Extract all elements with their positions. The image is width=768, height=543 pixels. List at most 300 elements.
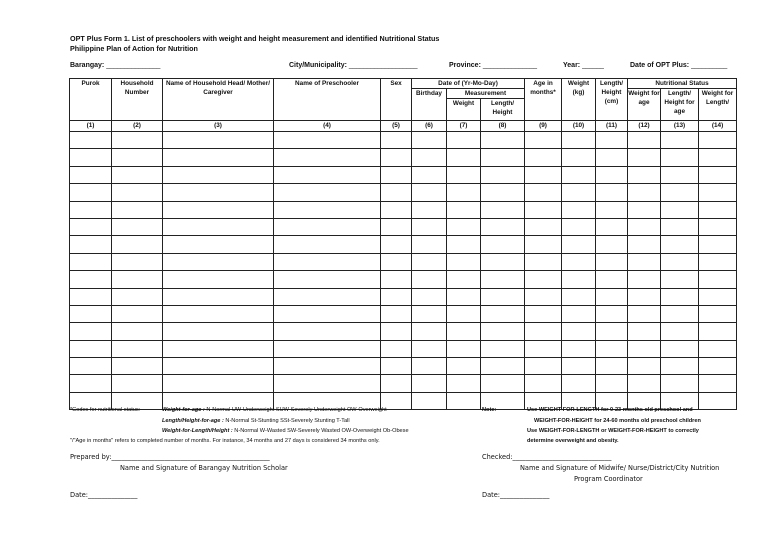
header-ns-lfa: Length/ Height for age — [661, 89, 699, 121]
column-number: (6) — [412, 121, 447, 132]
table-cell[interactable] — [481, 201, 525, 218]
table-cell[interactable] — [628, 218, 661, 235]
table-cell[interactable] — [112, 340, 163, 357]
table-cell[interactable] — [163, 305, 274, 322]
table-cell[interactable] — [112, 305, 163, 322]
header-nutritional-status: Nutritional Status — [628, 79, 737, 89]
table-cell[interactable] — [381, 184, 412, 201]
lfa-text: N-Normal St-Stunting SSt-Severely Stunting T-Tall — [223, 418, 350, 424]
table-cell[interactable] — [274, 305, 381, 322]
table-cell[interactable] — [628, 375, 661, 392]
table-cell[interactable] — [628, 358, 661, 375]
table-cell[interactable] — [661, 271, 699, 288]
table-cell[interactable] — [525, 323, 562, 340]
table-cell[interactable] — [274, 236, 381, 253]
table-cell[interactable] — [163, 271, 274, 288]
table-cell[interactable] — [412, 392, 447, 409]
checked-date-line[interactable]: _______________ — [499, 491, 550, 499]
table-cell[interactable] — [112, 271, 163, 288]
table-cell[interactable] — [70, 166, 112, 183]
barangay-line[interactable]: _______________ — [106, 62, 161, 69]
table-cell[interactable] — [447, 236, 481, 253]
table-cell[interactable] — [447, 305, 481, 322]
table-cell[interactable] — [112, 358, 163, 375]
table-row — [70, 323, 737, 340]
table-cell[interactable] — [274, 288, 381, 305]
table-cell[interactable] — [699, 149, 737, 166]
prepared-date-line[interactable]: _______________ — [87, 491, 138, 499]
column-number: (7) — [447, 121, 481, 132]
table-cell[interactable] — [381, 253, 412, 270]
header-age-months: Age in months* — [525, 79, 562, 121]
table-cell[interactable] — [628, 288, 661, 305]
table-cell[interactable] — [661, 253, 699, 270]
checked-caption-2: Program Coordinator — [574, 475, 643, 483]
column-number: (14) — [699, 121, 737, 132]
column-number: (11) — [596, 121, 628, 132]
prepared-caption: Name and Signature of Barangay Nutrition Scholar — [120, 464, 288, 472]
column-number: (9) — [525, 121, 562, 132]
table-cell[interactable] — [699, 236, 737, 253]
table-cell[interactable] — [112, 323, 163, 340]
table-cell[interactable] — [163, 288, 274, 305]
table-cell[interactable] — [562, 149, 596, 166]
table-cell[interactable] — [381, 358, 412, 375]
header-date-group: Date of (Yr-Mo-Day) — [412, 79, 525, 89]
table-cell[interactable] — [447, 253, 481, 270]
table-cell[interactable] — [70, 340, 112, 357]
table-cell[interactable] — [481, 375, 525, 392]
table-cell[interactable] — [274, 184, 381, 201]
table-cell[interactable] — [163, 236, 274, 253]
header-weight-kg: Weight (kg) — [562, 79, 596, 121]
header-ns-wfl: Weight for Length/ — [699, 89, 737, 121]
note-line-1: Use WEIGHT-FOR-LENGTH for 0-23 months old preschool and — [527, 407, 693, 413]
prepared-by-line[interactable]: ________________________________________________ — [111, 453, 270, 461]
table-cell[interactable] — [481, 149, 525, 166]
lfa-codes — [162, 418, 350, 424]
column-number: (13) — [661, 121, 699, 132]
table-cell[interactable] — [562, 236, 596, 253]
city-label: City/Municipality: — [289, 62, 347, 69]
table-cell[interactable] — [525, 149, 562, 166]
table-cell[interactable] — [628, 271, 661, 288]
table-cell[interactable] — [70, 201, 112, 218]
table-cell[interactable] — [447, 201, 481, 218]
wfa-label: Weight-for-age : — [162, 407, 205, 413]
table-cell[interactable] — [447, 288, 481, 305]
age-note: "/"Age in months" refers to completed number of months. For instance, 34 months and 27 days is considered 34 months only. — [70, 438, 380, 444]
table-cell[interactable] — [381, 218, 412, 235]
table-cell[interactable] — [447, 271, 481, 288]
table-cell[interactable] — [381, 149, 412, 166]
table-cell[interactable] — [163, 149, 274, 166]
checked-caption: Name and Signature of Midwife/ Nurse/District/City Nutrition — [520, 464, 720, 472]
table-cell[interactable] — [525, 340, 562, 357]
table-cell[interactable] — [70, 218, 112, 235]
table-cell[interactable] — [481, 358, 525, 375]
table-cell[interactable] — [481, 305, 525, 322]
table-cell[interactable] — [481, 166, 525, 183]
table-cell[interactable] — [525, 184, 562, 201]
table-cell[interactable] — [699, 288, 737, 305]
table-cell[interactable] — [447, 218, 481, 235]
table-cell[interactable] — [699, 166, 737, 183]
note-line-3: Use WEIGHT-FOR-LENGTH or WEIGHT-FOR-HEIGHT to correctly — [527, 428, 699, 434]
table-cell[interactable] — [412, 288, 447, 305]
codes-label: *Codes for nutritional status: — [70, 407, 141, 413]
note-label: Note: — [482, 407, 497, 413]
header-ns-wfa: Weight for age — [628, 89, 661, 121]
date-opt-field — [630, 62, 727, 69]
table-cell[interactable] — [699, 218, 737, 235]
table-cell[interactable] — [699, 253, 737, 270]
note-line-2: WEIGHT-FOR-HEIGHT for 24-60 months old preschool children — [534, 418, 701, 424]
table-cell[interactable] — [699, 305, 737, 322]
column-number: (1) — [70, 121, 112, 132]
table-cell[interactable] — [70, 358, 112, 375]
table-cell[interactable] — [699, 132, 737, 149]
table-cell[interactable] — [525, 201, 562, 218]
table-cell[interactable] — [412, 201, 447, 218]
wfl-codes — [162, 428, 409, 434]
table-cell[interactable] — [525, 358, 562, 375]
table-cell[interactable] — [447, 340, 481, 357]
table-row — [70, 184, 737, 201]
table-cell[interactable] — [596, 323, 628, 340]
table-cell[interactable] — [596, 340, 628, 357]
table-cell[interactable] — [699, 392, 737, 409]
form-title: OPT Plus Form 1. List of preschoolers with weight and height measurement and identified Nutritional Status — [70, 34, 440, 43]
table-cell[interactable] — [628, 132, 661, 149]
wfa-text: N-Normal UW-Underweight SUW-Severely Underweight OW-Overweight — [204, 407, 387, 413]
table-cell[interactable] — [381, 288, 412, 305]
table-cell[interactable] — [562, 305, 596, 322]
table-cell[interactable] — [628, 236, 661, 253]
header-preschooler: Name of Preschooler — [274, 79, 381, 121]
table-cell[interactable] — [447, 375, 481, 392]
table-cell[interactable] — [562, 323, 596, 340]
table-cell[interactable] — [699, 271, 737, 288]
table-cell[interactable] — [562, 218, 596, 235]
column-number-row — [70, 121, 737, 132]
table-cell[interactable] — [525, 253, 562, 270]
checked-date — [482, 491, 549, 499]
table-cell[interactable] — [274, 253, 381, 270]
table-row — [70, 149, 737, 166]
table-cell[interactable] — [412, 358, 447, 375]
table-cell[interactable] — [661, 305, 699, 322]
table-cell[interactable] — [412, 253, 447, 270]
header-length-cm: Length/ Height (cm) — [596, 79, 628, 121]
checked-by — [482, 453, 611, 461]
table-cell[interactable] — [661, 288, 699, 305]
city-field — [289, 62, 417, 69]
table-cell[interactable] — [163, 323, 274, 340]
table-cell[interactable] — [112, 375, 163, 392]
table-cell[interactable] — [525, 271, 562, 288]
table-cell[interactable] — [699, 184, 737, 201]
table-cell[interactable] — [412, 340, 447, 357]
table-cell[interactable] — [628, 184, 661, 201]
table-cell[interactable] — [163, 132, 274, 149]
table-cell[interactable] — [661, 132, 699, 149]
table-cell[interactable] — [661, 184, 699, 201]
table-cell[interactable] — [596, 218, 628, 235]
table-cell[interactable] — [699, 375, 737, 392]
table-cell[interactable] — [596, 201, 628, 218]
table-cell[interactable] — [412, 271, 447, 288]
table-cell[interactable] — [481, 253, 525, 270]
table-cell[interactable] — [381, 166, 412, 183]
column-number: (3) — [163, 121, 274, 132]
table-cell[interactable] — [412, 166, 447, 183]
table-cell[interactable] — [596, 132, 628, 149]
header-m-length: Length/ Height — [481, 99, 525, 121]
table-cell[interactable] — [596, 253, 628, 270]
table-cell[interactable] — [112, 288, 163, 305]
table-cell[interactable] — [661, 201, 699, 218]
table-cell[interactable] — [381, 340, 412, 357]
table-cell[interactable] — [381, 271, 412, 288]
year-line[interactable]: ______ — [582, 62, 604, 69]
note-line-4: determine overweight and obesity. — [527, 438, 619, 444]
table-cell[interactable] — [481, 323, 525, 340]
table-cell[interactable] — [447, 392, 481, 409]
table-cell[interactable] — [699, 323, 737, 340]
table-cell[interactable] — [562, 271, 596, 288]
table-cell[interactable] — [562, 132, 596, 149]
table-cell[interactable] — [562, 340, 596, 357]
table-row — [70, 236, 737, 253]
prepared-date-label: Date: — [70, 491, 88, 499]
barangay-field — [70, 62, 160, 69]
table-cell[interactable] — [596, 166, 628, 183]
table-cell[interactable] — [412, 184, 447, 201]
table-cell[interactable] — [661, 218, 699, 235]
table-cell[interactable] — [163, 166, 274, 183]
table-cell[interactable] — [447, 149, 481, 166]
table-cell[interactable] — [699, 201, 737, 218]
column-number: (5) — [381, 121, 412, 132]
table-cell[interactable] — [596, 271, 628, 288]
table-row — [70, 358, 737, 375]
table-cell[interactable] — [699, 340, 737, 357]
table-cell[interactable] — [481, 288, 525, 305]
table-cell[interactable] — [661, 358, 699, 375]
column-number: (4) — [274, 121, 381, 132]
table-row — [70, 218, 737, 235]
table-cell[interactable] — [596, 184, 628, 201]
table-cell[interactable] — [112, 184, 163, 201]
table-cell[interactable] — [628, 323, 661, 340]
table-cell[interactable] — [274, 271, 381, 288]
table-cell[interactable] — [562, 358, 596, 375]
table-cell[interactable] — [70, 305, 112, 322]
table-cell[interactable] — [525, 218, 562, 235]
table-cell[interactable] — [596, 375, 628, 392]
table-cell[interactable] — [163, 253, 274, 270]
table-cell[interactable] — [661, 166, 699, 183]
table-cell[interactable] — [70, 149, 112, 166]
table-cell[interactable] — [562, 375, 596, 392]
table-row — [70, 132, 737, 149]
table-cell[interactable] — [412, 305, 447, 322]
year-label: Year: — [563, 62, 581, 69]
data-rows — [70, 132, 737, 410]
table-cell[interactable] — [481, 132, 525, 149]
table-cell[interactable] — [481, 236, 525, 253]
table-cell[interactable] — [381, 375, 412, 392]
checked-line[interactable]: ______________________________ — [512, 453, 612, 461]
table-cell[interactable] — [447, 184, 481, 201]
table-cell[interactable] — [562, 166, 596, 183]
table-cell[interactable] — [163, 201, 274, 218]
table-cell[interactable] — [628, 149, 661, 166]
table-cell[interactable] — [628, 201, 661, 218]
checked-date-label: Date: — [482, 491, 500, 499]
table-cell[interactable] — [661, 149, 699, 166]
table-cell[interactable] — [70, 132, 112, 149]
date-opt-label: Date of OPT Plus: — [630, 62, 690, 69]
table-cell[interactable] — [525, 305, 562, 322]
table-cell[interactable] — [274, 218, 381, 235]
preschooler-table — [69, 78, 737, 410]
form-subtitle: Philippine Plan of Action for Nutrition — [70, 44, 198, 53]
table-cell[interactable] — [596, 358, 628, 375]
table-cell[interactable] — [163, 218, 274, 235]
table-cell[interactable] — [70, 184, 112, 201]
table-cell[interactable] — [274, 358, 381, 375]
table-cell[interactable] — [412, 375, 447, 392]
table-cell[interactable] — [628, 305, 661, 322]
table-cell[interactable] — [447, 323, 481, 340]
table-cell[interactable] — [596, 149, 628, 166]
header-m-weight: Weight — [447, 99, 481, 121]
table-cell[interactable] — [412, 149, 447, 166]
table-cell[interactable] — [699, 358, 737, 375]
table-cell[interactable] — [112, 132, 163, 149]
table-cell[interactable] — [481, 340, 525, 357]
table-cell[interactable] — [381, 236, 412, 253]
table-cell[interactable] — [70, 271, 112, 288]
table-cell[interactable] — [596, 288, 628, 305]
table-cell[interactable] — [274, 340, 381, 357]
table-row — [70, 375, 737, 392]
table-cell[interactable] — [163, 184, 274, 201]
table-cell[interactable] — [562, 184, 596, 201]
year-field — [563, 62, 604, 69]
table-row — [70, 201, 737, 218]
province-label: Province: — [449, 62, 481, 69]
table-row — [70, 253, 737, 270]
checked-label: Checked: — [482, 453, 513, 461]
table-cell[interactable] — [481, 218, 525, 235]
table-cell[interactable] — [447, 358, 481, 375]
table-cell[interactable] — [163, 358, 274, 375]
city-line[interactable]: ___________________ — [348, 62, 418, 69]
table-cell[interactable] — [596, 305, 628, 322]
table-cell[interactable] — [381, 201, 412, 218]
table-row — [70, 288, 737, 305]
table-cell[interactable] — [112, 201, 163, 218]
table-row — [70, 271, 737, 288]
table-cell[interactable] — [661, 340, 699, 357]
table-cell[interactable] — [112, 218, 163, 235]
table-cell[interactable] — [628, 340, 661, 357]
table-cell[interactable] — [70, 323, 112, 340]
table-cell[interactable] — [70, 375, 112, 392]
table-cell[interactable] — [562, 288, 596, 305]
table-cell[interactable] — [70, 253, 112, 270]
table-cell[interactable] — [274, 166, 381, 183]
table-row — [70, 166, 737, 183]
table-cell[interactable] — [412, 236, 447, 253]
column-number: (12) — [628, 121, 661, 132]
table-cell[interactable] — [112, 149, 163, 166]
table-cell[interactable] — [525, 288, 562, 305]
table-cell[interactable] — [661, 236, 699, 253]
column-number: (2) — [112, 121, 163, 132]
table-cell[interactable] — [525, 166, 562, 183]
table-cell[interactable] — [481, 184, 525, 201]
header-purok: Purok — [70, 79, 112, 121]
table-cell[interactable] — [525, 132, 562, 149]
prepared-date — [70, 491, 137, 499]
table-cell[interactable] — [112, 166, 163, 183]
table-cell[interactable] — [412, 132, 447, 149]
table-cell[interactable] — [412, 218, 447, 235]
table-cell[interactable] — [274, 149, 381, 166]
date-opt-line[interactable]: __________ — [691, 62, 728, 69]
table-cell[interactable] — [447, 132, 481, 149]
lfa-label: Length/Height-for-age : — [162, 418, 224, 424]
table-cell[interactable] — [112, 236, 163, 253]
table-cell[interactable] — [274, 375, 381, 392]
table-cell[interactable] — [481, 271, 525, 288]
table-cell[interactable] — [163, 375, 274, 392]
table-cell[interactable] — [70, 288, 112, 305]
table-cell[interactable] — [70, 236, 112, 253]
column-number: (10) — [562, 121, 596, 132]
table-cell[interactable] — [112, 253, 163, 270]
wfl-text: N-Normal W-Wasted SW-Severely Wasted OW-Overweight Ob-Obese — [232, 428, 409, 434]
table-cell[interactable] — [628, 166, 661, 183]
barangay-label: Barangay: — [70, 62, 105, 69]
prepared-by-label: Prepared by: — [70, 453, 112, 461]
table-cell[interactable] — [525, 375, 562, 392]
table-cell[interactable] — [274, 201, 381, 218]
table-cell[interactable] — [525, 236, 562, 253]
table-cell[interactable] — [274, 323, 381, 340]
table-cell[interactable] — [381, 132, 412, 149]
province-line[interactable]: _______________ — [482, 62, 537, 69]
table-cell[interactable] — [163, 340, 274, 357]
table-cell[interactable] — [274, 132, 381, 149]
table-cell[interactable] — [661, 375, 699, 392]
table-cell[interactable] — [447, 166, 481, 183]
table-cell[interactable] — [381, 323, 412, 340]
wfl-label: Weight-for-Length/Height : — [162, 428, 233, 434]
province-field — [449, 62, 537, 69]
table-cell[interactable] — [562, 253, 596, 270]
table-cell[interactable] — [412, 323, 447, 340]
table-cell[interactable] — [661, 323, 699, 340]
table-cell[interactable] — [596, 236, 628, 253]
table-cell[interactable] — [562, 201, 596, 218]
table-cell[interactable] — [381, 305, 412, 322]
table-cell[interactable] — [628, 253, 661, 270]
